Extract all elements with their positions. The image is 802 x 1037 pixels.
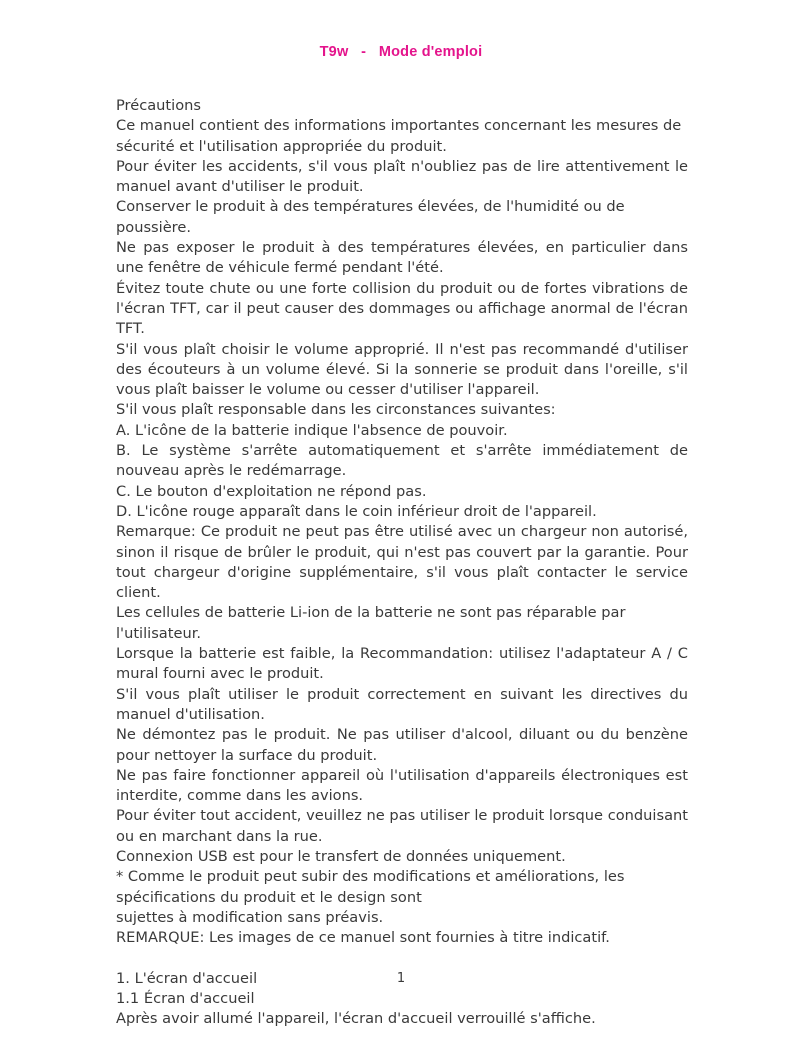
document-title: T9w - Mode d'emploi [319, 44, 483, 60]
p-no-disassemble: Ne démontez pas le produit. Ne pas utiliser d'alcool, diluant ou du benzène pour nettoyer la surface du produit. [116, 726, 688, 764]
p-section-1-1: 1.1 Écran d'accueil [116, 990, 255, 1008]
p-no-aircraft: Ne pas faire fonctionner appareil où l'utilisation d'appareils électroniques est interdite, comme dans les avions. [116, 766, 688, 805]
p-storage-temperature: Conserver le produit à des températures élevées, de l'humidité ou de poussière. [116, 198, 625, 236]
p-precautions-heading: Précautions [116, 97, 201, 114]
p-item-b: B. Le système s'arrête automatiquement et s'arrête immédiatement de nouveau après le redémarrage. [116, 442, 688, 480]
document-body [116, 96, 688, 1030]
paragraph-spacer [116, 948, 688, 968]
p-manual-info: Ce manuel contient des informations importantes concernant les mesures de sécurité et l'utilisation appropriée du produit. [116, 117, 682, 155]
p-item-c: C. Le bouton d'exploitation ne répond pas. [116, 482, 427, 500]
p-no-expose-heat: Ne pas exposer le produit à des températures élevées, en particulier dans une fenêtre de véhicule fermé pendant l'été. [116, 239, 688, 277]
p-remarque-images: REMARQUE: Les images de ce manuel sont fournies à titre indicatif. [116, 929, 610, 947]
p-avoid-accidents: Pour éviter les accidents, s'il vous plaît n'oubliez pas de lire attentivement le manuel avant d'utiliser le produit. [116, 157, 688, 196]
p-responsible-intro: S'il vous plaît responsable dans les circonstances suivantes: [116, 401, 556, 419]
p-volume-warning: S'il vous plaît choisir le volume approprié. Il n'est pas recommandé d'utiliser des écouteurs à un volume élevé. Si la sonnerie se produit dans l'oreille, s'il vous plaît baisser le volume ou cesser d'utiliser l'appareil. [116, 340, 688, 399]
p-item-a: A. L'icône de la batterie indique l'absence de pouvoir. [116, 421, 508, 439]
p-liion-cells: Les cellules de batterie Li-ion de la batterie ne sont pas réparable par l'utilisateur. [116, 604, 626, 642]
p-usb-connection: Connexion USB est pour le transfert de données uniquement. [116, 847, 566, 865]
p-specifications-change: * Comme le produit peut subir des modifications et améliorations, les spécifications du produit et le design sont [116, 868, 625, 906]
p-low-battery: Lorsque la batterie est faible, la Recommandation: utilisez l'adaptateur A / C mural fourni avec le produit. [116, 645, 688, 683]
p-no-driving: Pour éviter tout accident, veuillez ne pas utiliser le produit lorsque conduisant ou en marchant dans la rue. [116, 807, 688, 845]
p-home-screen-desc: Après avoir allumé l'appareil, l'écran d'accueil verrouillé s'affiche. [116, 1010, 596, 1028]
p-item-d: D. L'icône rouge apparaît dans le coin inférieur droit de l'appareil. [116, 502, 597, 520]
p-section-1: 1. L'écran d'accueil [116, 969, 258, 987]
page-number: 1 [396, 971, 406, 986]
p-use-correctly: S'il vous plaît utiliser le produit correctement en suivant les directives du manuel d'utilisation. [116, 685, 688, 723]
p-remark-charger: Remarque: Ce produit ne peut pas être utilisé avec un chargeur non autorisé, sinon il risque de brûler le produit, qui n'est pas couvert par la garantie. Pour tout chargeur d'origine supplémentaire, s'il vous plaît contacter le service client. [116, 523, 688, 602]
p-avoid-drop: Évitez toute chute ou une forte collision du produit ou de fortes vibrations de l'écran TFT, car il peut causer des dommages ou affichage anormal de l'écran TFT. [116, 279, 688, 338]
p-subject-to-change: sujettes à modification sans préavis. [116, 908, 384, 926]
